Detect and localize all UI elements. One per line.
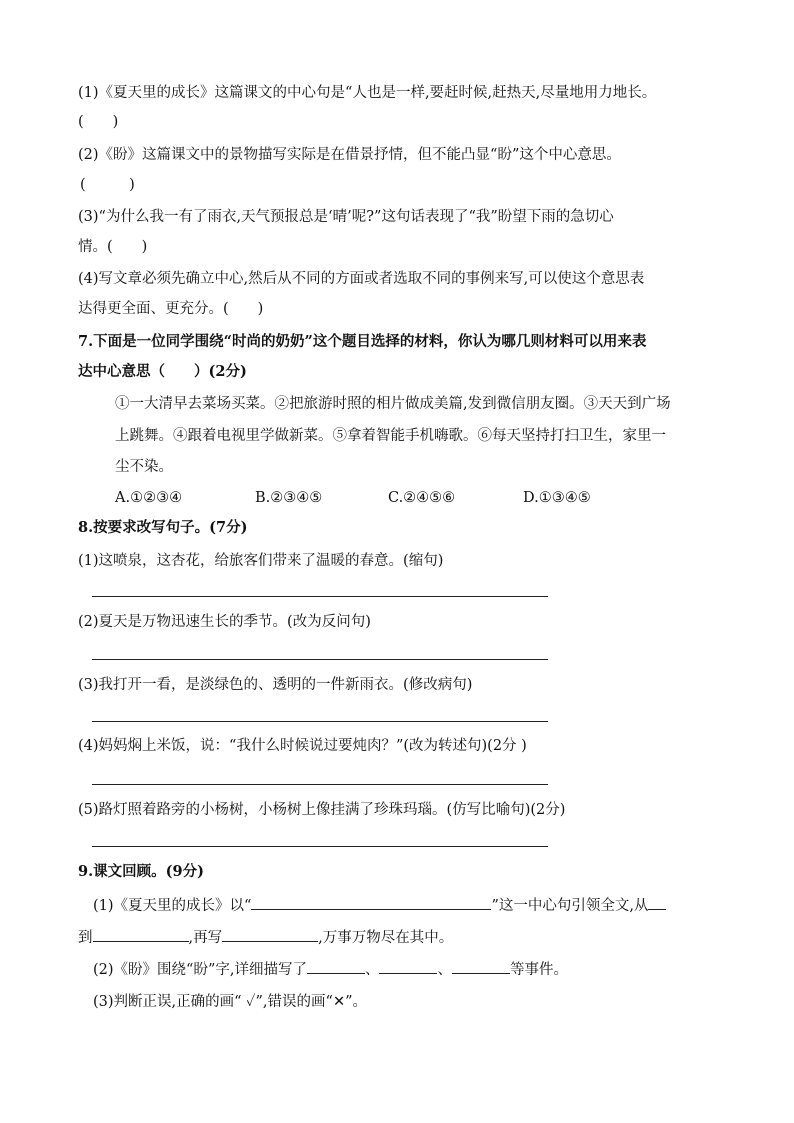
q7-material-line-1: ①一大清早去菜场买菜。②把旅游时照的相片做成美篇,发到微信朋友圈。③天天到广场 — [115, 396, 671, 412]
judge-item-4-cont[interactable]: 达得更全面、更充分。( ) — [78, 301, 264, 317]
q9-blank-to[interactable] — [93, 926, 189, 942]
judge-item-1-paren[interactable]: ( ) — [78, 114, 119, 130]
q8-answer-line-1[interactable] — [92, 596, 548, 597]
q7-option-b[interactable]: B.②③④⑤ — [255, 490, 323, 506]
q9-s2-suffix: 等事件。 — [509, 962, 568, 978]
judge-item-4: (4)写文章必须先确立中心,然后从不同的方面或者选取不同的事例来写,可以使这个意思表 — [78, 271, 645, 287]
q8-answer-line-3[interactable] — [92, 721, 548, 722]
q8-item-3: (3)我打开一看，是淡绿色的、透明的一件新雨衣。(修改病句) — [78, 677, 473, 693]
judge-item-1: (1)《夏天里的成长》这篇课文的中心句是“人也是一样,要赶时候,赶热天,尽量地用力地长。 — [78, 85, 657, 101]
q9-sentence-1 — [93, 894, 666, 916]
q7-material-line-2: 上跳舞。④跟着电视里学做新菜。⑤拿着智能手机嗨歌。⑥每天坚持打扫卫生，家里一 — [115, 428, 666, 444]
q7-title-cont: 达中心意思（ ）(2分) — [78, 363, 247, 380]
q7-option-a[interactable]: A.①②③④ — [115, 490, 183, 506]
q9-s2-prefix: (2)《盼》围绕“盼”字,详细描写了 — [93, 962, 307, 978]
q9-blank-central-sentence[interactable] — [251, 894, 491, 910]
q9-s1b-prefix: 到 — [78, 930, 93, 946]
q9-s1b-middle: ,再写 — [188, 930, 223, 946]
q9-blank-event-3[interactable] — [452, 958, 510, 974]
q8-title: 8.按要求改写句子。(7分) — [78, 519, 248, 536]
q9-sentence-1-cont — [78, 926, 453, 948]
q9-blank-then[interactable] — [222, 926, 318, 942]
q7-option-d[interactable]: D.①③④⑤ — [523, 490, 591, 506]
q8-item-4: (4)妈妈焖上米饭，说：“我什么时候说过要炖肉？”(改为转述句)(2分 ) — [78, 738, 527, 754]
q8-answer-line-5[interactable] — [92, 846, 548, 847]
q9-sentence-3: (3)判断正误,正确的画“ ✓”,错误的画“✕”。 — [93, 994, 368, 1010]
q9-s1-prefix: (1)《夏天里的成长》以“ — [93, 898, 252, 914]
q8-item-5: (5)路灯照着路旁的小杨树，小杨树上像挂满了珍珠玛瑙。(仿写比喻句)(2分) — [78, 802, 566, 818]
q9-blank-from[interactable] — [648, 894, 666, 910]
q8-answer-line-2[interactable] — [92, 659, 548, 660]
q8-item-1: (1)这喷泉，这杏花，给旅客们带来了温暖的春意。(缩句) — [78, 553, 444, 569]
judge-item-2-paren[interactable]: ( ) — [80, 177, 135, 193]
q9-s1b-suffix: ,万事万物尽在其中。 — [318, 930, 454, 946]
q9-s2-sep-2: 、 — [437, 962, 452, 978]
q8-answer-line-4[interactable] — [92, 784, 548, 785]
q9-s2-sep-1: 、 — [364, 962, 380, 978]
judge-item-3-cont[interactable]: 情。( ) — [78, 239, 148, 255]
judge-item-2: (2)《盼》这篇课文中的景物描写实际是在借景抒情，但不能凸显“盼”这个中心意思。 — [78, 147, 621, 163]
q9-blank-event-2[interactable] — [379, 958, 437, 974]
q7-option-c[interactable]: C.②④⑤⑥ — [388, 490, 456, 506]
q8-item-2: (2)夏天是万物迅速生长的季节。(改为反问句) — [78, 614, 371, 630]
q9-sentence-2 — [93, 958, 568, 980]
q7-title: 7.下面是一位同学围绕“时尚的奶奶”这个题目选择的材料，你认为哪几则材料可以用来表 — [78, 333, 647, 350]
q9-blank-event-1[interactable] — [307, 958, 365, 974]
q9-s1-middle: ”这一中心句引领全文,从 — [491, 898, 649, 914]
q9-title: 9.课文回顾。(9分) — [78, 863, 204, 880]
judge-item-3: (3)“为什么我一有了雨衣,天气预报总是‘晴’呢?”这句话表现了“我”盼望下雨的急切心 — [78, 209, 614, 225]
q7-material-line-3: 尘不染。 — [115, 459, 173, 475]
